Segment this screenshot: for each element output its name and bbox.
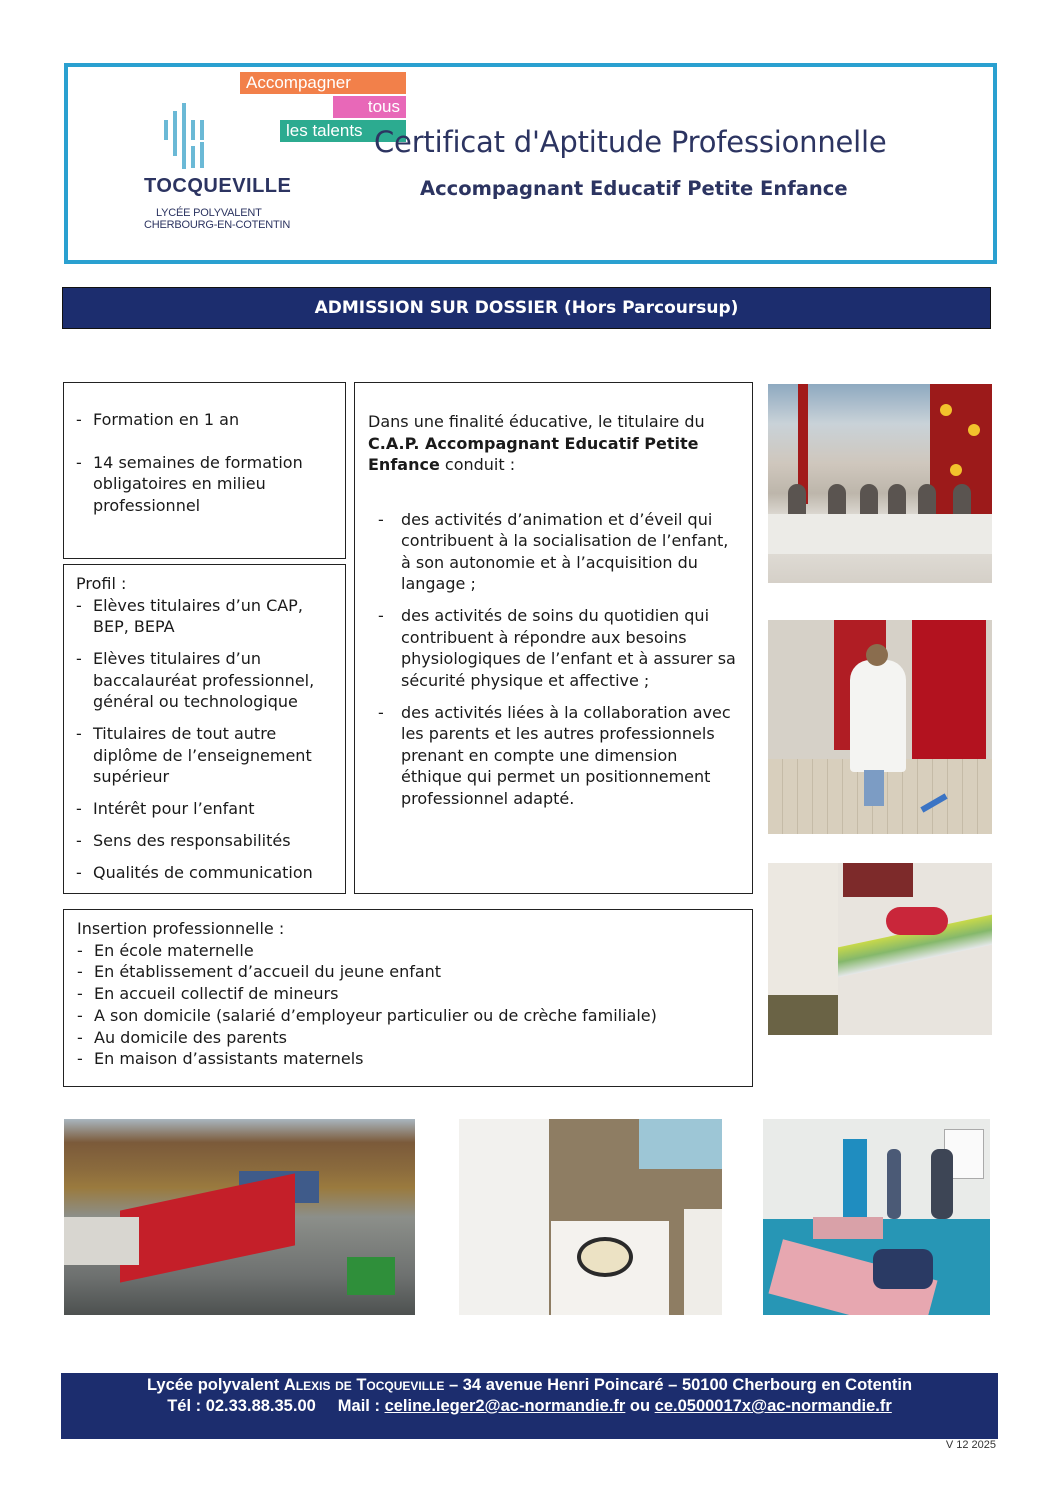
school-type: LYCÉE POLYVALENT: [156, 207, 262, 219]
list-item: - Titulaires de tout autre diplôme de l’enseignement supérieur: [76, 723, 335, 788]
footer-phone: Tél : 02.33.88.35.00: [167, 1397, 316, 1415]
baby-changing-photo: [768, 863, 992, 1035]
profil-list: [76, 595, 335, 884]
page-title: Certificat d'Aptitude Professionnelle: [374, 125, 887, 159]
formation-box: [63, 382, 346, 559]
footer-address-prefix: Lycée polyvalent: [146, 1376, 284, 1394]
school-wordmark: TOCQUEVILLE: [144, 175, 292, 197]
page-subtitle: Accompagnant Educatif Petite Enfance: [420, 177, 848, 200]
cooking-photo: [459, 1119, 722, 1315]
email-link-2[interactable]: ce.0500017x@ac-normandie.fr: [654, 1397, 892, 1415]
school-city: CHERBOURG-EN-COTENTIN: [144, 219, 291, 231]
list-item: - Sens des responsabilités: [76, 830, 335, 852]
cleaning-photo: [768, 620, 992, 834]
version-label: V 12 2025: [945, 1439, 996, 1451]
insertion-list: [77, 940, 742, 1070]
list-item: - Elèves titulaires d’un baccalauréat professionnel, général ou technologique: [76, 648, 335, 713]
finalite-intro: [368, 411, 740, 476]
finalite-intro-prefix: Dans une finalité éducative, le titulaire du: [368, 412, 705, 431]
insertion-heading: Insertion professionnelle :: [77, 919, 285, 938]
list-item: - 14 semaines de formation obligatoires en milieu professionnel: [76, 452, 335, 517]
list-item: - des activités de soins du quotidien qui contribuent à répondre aux besoins physiologiques de l’enfant et à assurer sa sécurité physique et affective ;: [368, 605, 740, 691]
insertion-box: [63, 909, 753, 1087]
list-item: - En établissement d’accueil du jeune enfant: [77, 961, 742, 983]
email-link-1[interactable]: celine.leger2@ac-normandie.fr: [384, 1397, 626, 1415]
classroom-photo: [768, 384, 992, 583]
list-item: - des activités d’animation et d’éveil qui contribuent à la socialisation de l’enfant, à son autonomie et à l’acquisition du langage ;: [368, 509, 740, 595]
footer-school-name: Alexis de Tocqueville: [283, 1376, 445, 1394]
footer-contact: [61, 1373, 998, 1439]
school-aerial-photo: [64, 1119, 415, 1315]
footer-contacts: [61, 1396, 998, 1417]
admission-banner: [62, 287, 991, 329]
list-item: - Au domicile des parents: [77, 1027, 742, 1049]
list-item: - En accueil collectif de mineurs: [77, 983, 742, 1005]
logo-bars-icon: [164, 106, 214, 168]
list-item: - Elèves titulaires d’un CAP, BEP, BEPA: [76, 595, 335, 638]
list-item: - A son domicile (salarié d’employeur particulier ou de crèche familiale): [77, 1005, 742, 1027]
profil-heading: Profil :: [76, 574, 127, 593]
finalite-list: [368, 509, 740, 810]
finalite-intro-suffix: conduit :: [439, 455, 516, 474]
list-item: - Intérêt pour l’enfant: [76, 798, 335, 820]
finalite-box: [354, 382, 753, 894]
list-item: - Qualités de communication: [76, 862, 335, 884]
header-frame: [64, 63, 997, 264]
list-item: - Formation en 1 an: [76, 409, 335, 431]
list-item: - En école maternelle: [77, 940, 742, 962]
finalite-intro-diploma: C.A.P. Accompagnant Educatif Petite Enfance: [368, 433, 699, 474]
list-item: - des activités liées à la collaboration avec les parents et les autres professionnels prenant en compte une dimension éthique qui permet un positionnement professionnel adapté.: [368, 702, 740, 810]
footer-address-suffix: – 34 avenue Henri Poincaré – 50100 Cherbourg en Cotentin: [444, 1376, 913, 1394]
footer-address: [61, 1375, 998, 1396]
slogan-les-talents: les talents: [280, 120, 406, 142]
slogan-tous: tous: [333, 96, 406, 118]
footer-mail-label: Mail :: [337, 1397, 385, 1415]
footer-or: ou: [625, 1397, 655, 1415]
school-logo: [108, 69, 400, 259]
first-aid-photo: [763, 1119, 990, 1315]
profil-box: [63, 564, 346, 894]
slogan-accompagner: Accompagner: [240, 72, 406, 94]
admission-banner-label: ADMISSION SUR DOSSIER (Hors Parcoursup): [314, 298, 739, 318]
list-item: - En maison d’assistants maternels: [77, 1048, 742, 1070]
formation-list: [76, 409, 335, 516]
